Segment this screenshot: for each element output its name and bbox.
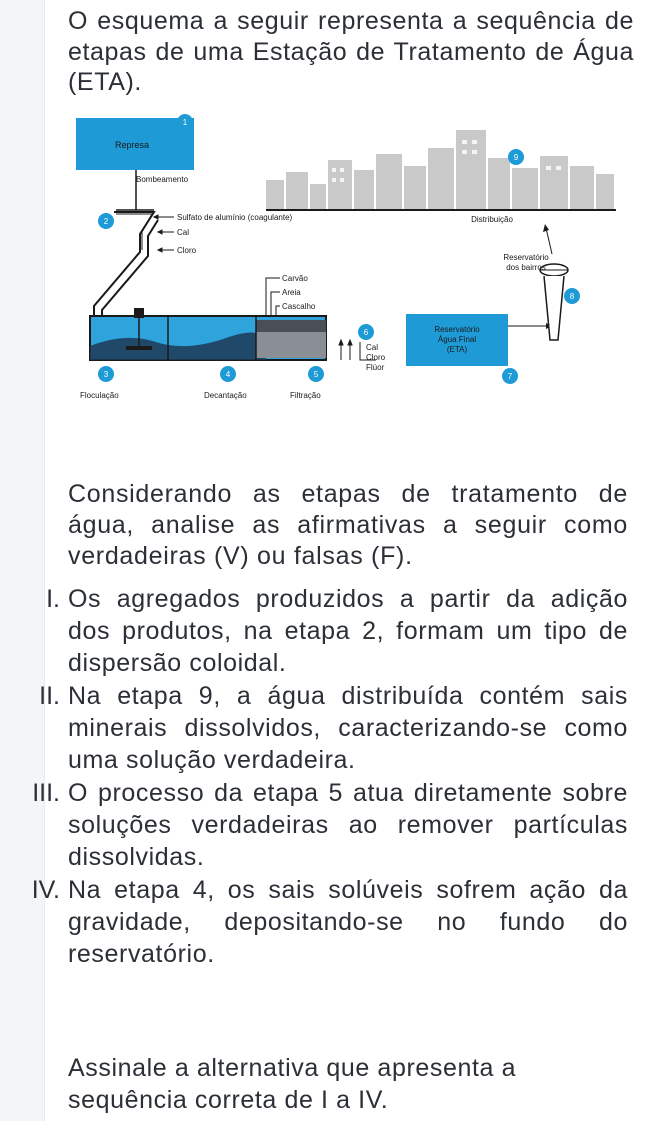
label-represa: Represa [114, 140, 150, 150]
statement-2 [0, 680, 640, 776]
label-reservatorio-eta-1: Reservatório [434, 325, 480, 334]
step-3: 3 [103, 370, 109, 379]
intro-text: O esquema a seguir representa a sequência de etapas de uma Estação de Tratamento de Água (ETA). [68, 7, 634, 96]
label-reservatorio-eta-2: Água Final [437, 335, 477, 344]
statement-3 [0, 777, 640, 873]
water-tower-icon [540, 264, 568, 340]
statement-text: Na etapa 9, a água distribuída contém sais minerais dissolvidos, caracterizando-se como uma solução verdadeira. [68, 682, 628, 774]
label-bombeamento: Bombeamento [136, 175, 189, 184]
label-fluor: Flúor [366, 363, 385, 372]
statement-number: IV. [31, 876, 60, 904]
label-areia: Areia [282, 288, 301, 297]
label-cloro-top: Cloro [177, 246, 197, 255]
question-text: Considerando as etapas de tratamento de água, analise as afirmativas a seguir como verdadeiras (V) ou falsas (F). [68, 480, 628, 570]
eta-diagram [76, 110, 616, 415]
step-5: 5 [313, 370, 319, 379]
statement-1 [0, 583, 640, 679]
label-cloro-bottom: Cloro [366, 353, 386, 362]
statement-text: Os agregados produzidos a partir da adição dos produtos, na etapa 2, formam um tipo de dispersão coloidal. [68, 585, 628, 677]
statement-text: Na etapa 4, os sais solúveis sofrem ação da gravidade, depositando-se no fundo do reservatório. [68, 876, 628, 968]
statement-4 [0, 874, 640, 970]
treatment-tank [90, 308, 326, 360]
step-4: 4 [225, 370, 231, 379]
step-9: 9 [513, 153, 519, 162]
statement-number: III. [32, 779, 60, 807]
label-decantacao: Decantação [204, 391, 247, 400]
label-reservatorio-bairros-2: dos bairros [506, 263, 546, 272]
city-skyline [266, 130, 614, 210]
step-7: 7 [507, 372, 513, 381]
label-reservatorio-bairros-1: Reservatório [503, 253, 549, 262]
step-8: 8 [569, 292, 575, 301]
label-distribuicao: Distribuição [471, 215, 513, 224]
label-cascalho: Cascalho [282, 302, 316, 311]
step-2: 2 [103, 217, 109, 226]
step-6: 6 [363, 328, 369, 337]
statement-list [0, 583, 640, 971]
label-cal-bottom: Cal [366, 343, 379, 352]
intro-block [68, 0, 634, 98]
label-floculacao: Floculação [80, 391, 119, 400]
label-carvao: Carvão [282, 274, 308, 283]
label-reservatorio-eta-3: (ETA) [446, 345, 468, 354]
final-instruction: Assinale a alternativa que apresenta a sequência correta de I a IV. [68, 1054, 517, 1114]
statement-number: I. [46, 585, 60, 613]
label-cal-top: Cal [177, 228, 190, 237]
label-filtracao: Filtração [290, 391, 321, 400]
statement-number: II. [39, 682, 60, 710]
label-sulfato: Sulfato de alumínio (coagulante) [177, 213, 293, 222]
statement-text: O processo da etapa 5 atua diretamente sobre soluções verdadeiras ao remover partículas dissolvidas. [68, 779, 628, 871]
step-1: 1 [182, 118, 188, 127]
